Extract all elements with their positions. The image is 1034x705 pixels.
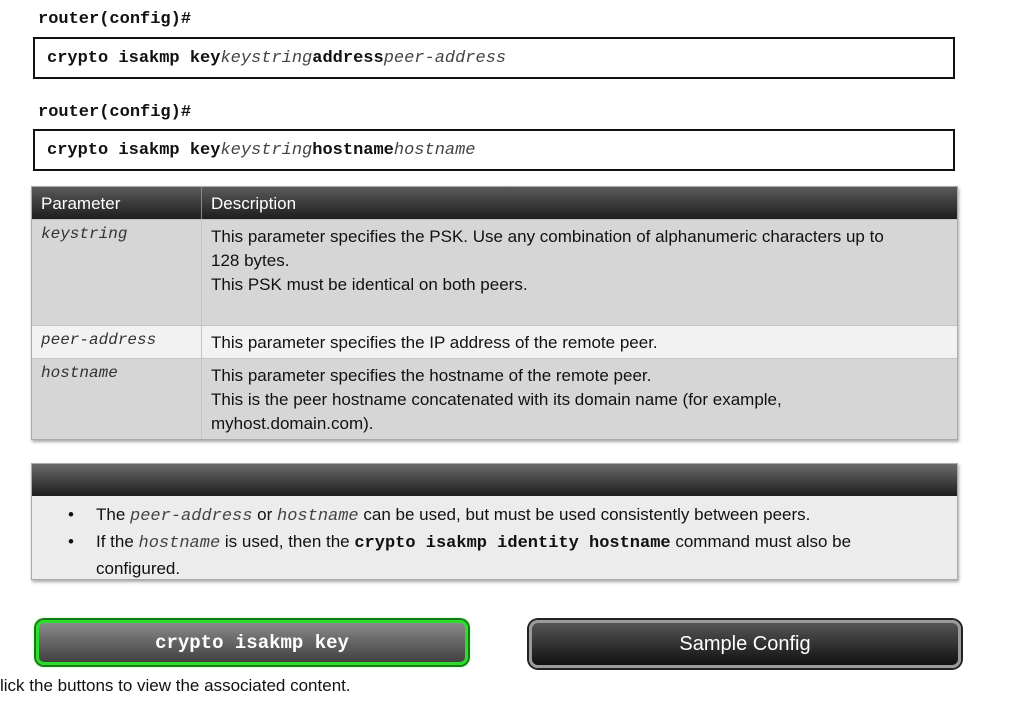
command2-arg-hostname: hostname	[393, 140, 476, 160]
crypto-isakmp-key-button[interactable]: crypto isakmp key	[36, 620, 468, 665]
header-parameter: Parameter	[32, 187, 202, 219]
note-text: The	[96, 505, 131, 524]
note-code: hostname	[138, 534, 221, 553]
command1-keyword: crypto isakmp key	[47, 48, 221, 68]
notes-header-bar	[32, 464, 957, 496]
command2-prompt: router(config)#	[38, 103, 192, 122]
command1-prompt: router(config)#	[38, 10, 192, 29]
command1-arg-peer-address: peer-address	[383, 48, 507, 68]
table-row	[32, 358, 957, 440]
desc-line: This parameter specifies the IP address of the remote peer.	[211, 333, 658, 352]
note-text: configured.	[96, 559, 181, 578]
command2-keyword-hostname: hostname	[312, 140, 394, 160]
desc-line: This parameter specifies the PSK. Use any combination of alphanumeric characters up to	[211, 227, 884, 246]
note-text: can be used, but must be used consistently between peers.	[358, 505, 811, 524]
param-cell: peer-address	[32, 326, 202, 358]
desc-cell	[202, 359, 957, 440]
table-row	[32, 219, 957, 325]
command2-keyword: crypto isakmp key	[47, 140, 221, 160]
command1-syntax-box	[33, 37, 955, 79]
table-row	[32, 325, 957, 358]
desc-line: This PSK must be identical on both peers.	[211, 275, 528, 294]
parameter-table	[31, 186, 958, 440]
desc-cell	[202, 326, 957, 358]
header-description: Description	[211, 194, 297, 213]
note-item	[68, 502, 937, 529]
note-code: peer-address	[130, 507, 253, 526]
bullet-icon: •	[68, 505, 74, 524]
notes-body	[32, 496, 957, 580]
desc-line: myhost.domain.com).	[211, 414, 374, 433]
note-text: is used, then the	[220, 532, 355, 551]
command2-syntax-box	[33, 129, 955, 171]
command1-keyword-address: address	[312, 48, 384, 68]
bullet-icon: •	[68, 532, 74, 551]
param-cell: keystring	[32, 220, 202, 325]
command2-arg-keystring: keystring	[220, 140, 313, 160]
note-code: hostname	[277, 507, 359, 526]
notes-panel	[31, 463, 958, 580]
param-cell: hostname	[32, 359, 202, 440]
table-header	[32, 187, 957, 219]
command1-arg-keystring: keystring	[220, 48, 313, 68]
note-text: If the	[96, 532, 139, 551]
instruction-text: lick the buttons to view the associated content.	[0, 676, 351, 695]
desc-line: 128 bytes.	[211, 251, 290, 270]
note-command: crypto isakmp identity hostname	[354, 534, 671, 553]
desc-cell	[202, 220, 957, 325]
desc-line: This parameter specifies the hostname of the remote peer.	[211, 366, 652, 385]
note-text: command must also be	[670, 532, 852, 551]
desc-line: This is the peer hostname concatenated with its domain name (for example,	[211, 390, 782, 409]
note-text: or	[252, 505, 278, 524]
note-item	[68, 529, 937, 580]
sample-config-button[interactable]: Sample Config	[529, 620, 961, 668]
